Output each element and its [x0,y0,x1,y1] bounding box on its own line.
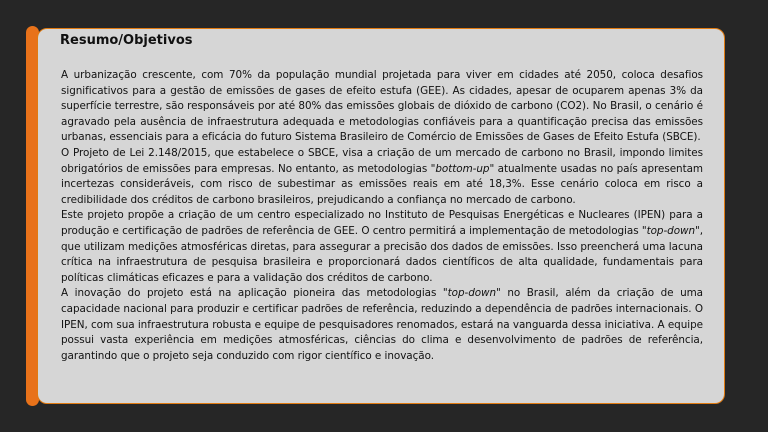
summary-paragraph [61,146,703,208]
italic-term: bottom-up [435,162,490,175]
panel-title: Resumo/Objetivos [60,33,193,48]
paragraph-text: A inovação do projeto está na aplicação pioneira das metodologias " [61,287,448,300]
paragraph-text: ", que utilizam medições atmosféricas diretas, para assegurar a precisão dos dados de emissões. Isso preencherá uma lacuna crítica na infraestrutura de pesquisa brasileira e proporcionará dados científicos de alta qualidade, fundamentais para políticas climáticas eficazes e para a validação dos créditos de carbono. [61,224,703,284]
paragraph-text: O Projeto de Lei 2.148/2015, que estabelece o SBCE, visa a criação de um mercado de carbono no Brasil, impondo limites obrigatórios de emissões para empresas. No entanto, as metodologias " [61,146,703,175]
italic-term: top-down [646,224,696,237]
summary-paragraph [61,208,703,286]
summary-paragraph [61,286,703,364]
summary-body [61,68,703,364]
summary-paragraph [61,68,703,146]
paragraph-text: Este projeto propõe a criação de um centro especializado no Instituto de Pesquisas Energéticas e Nucleares (IPEN) para a produção e certificação de padrões de referência de GEE. O centro permitirá a implementação de metodologias " [61,209,703,237]
paragraph-text: A urbanização crescente, com 70% da população mundial projetada para viver em cidades até 2050, coloca desafios significativos para a gestão de emissões de gases de efeito estufa (GEE). As cidades, apesar de ocuparem apenas 3% da superfície terrestre, são responsáveis por até 80% das emissões globais de dióxido de carbono (CO2). No Brasil, o cenário é agravado pela ausência de infraestrutura adequada e metodologias confiáveis para a quantificação precisa das emissões urbanas, essenciais para a eficácia do futuro Sistema Brasileiro de Comércio de Emissões de Gases de Efeito Estufa (SBCE). [61,69,703,144]
paragraph-text: " atualmente usadas no país apresentam incertezas consideráveis, com risco de subestimar as emissões reais em até 18,3%. Esse cenário coloca em risco a credibilidade dos créditos de carbono brasileiros, prejudicando a confiança no mercado de carbono. [61,162,704,206]
summary-panel [37,28,725,404]
paragraph-text: " no Brasil, além da criação de uma capacidade nacional para produzir e certificar padrões de referência, reduzindo a dependência de padrões internacionais. O IPEN, com sua infraestrutura robusta e equipe de pesquisadores renomados, estará na vanguarda dessa iniciativa. A equipe possui vasta experiência em medições atmosféricas, ciências do clima e desenvolvimento de padrões de referência, garantindo que o projeto seja conduzido com rigor científico e inovação. [61,287,703,362]
italic-term: top-down [447,287,497,300]
